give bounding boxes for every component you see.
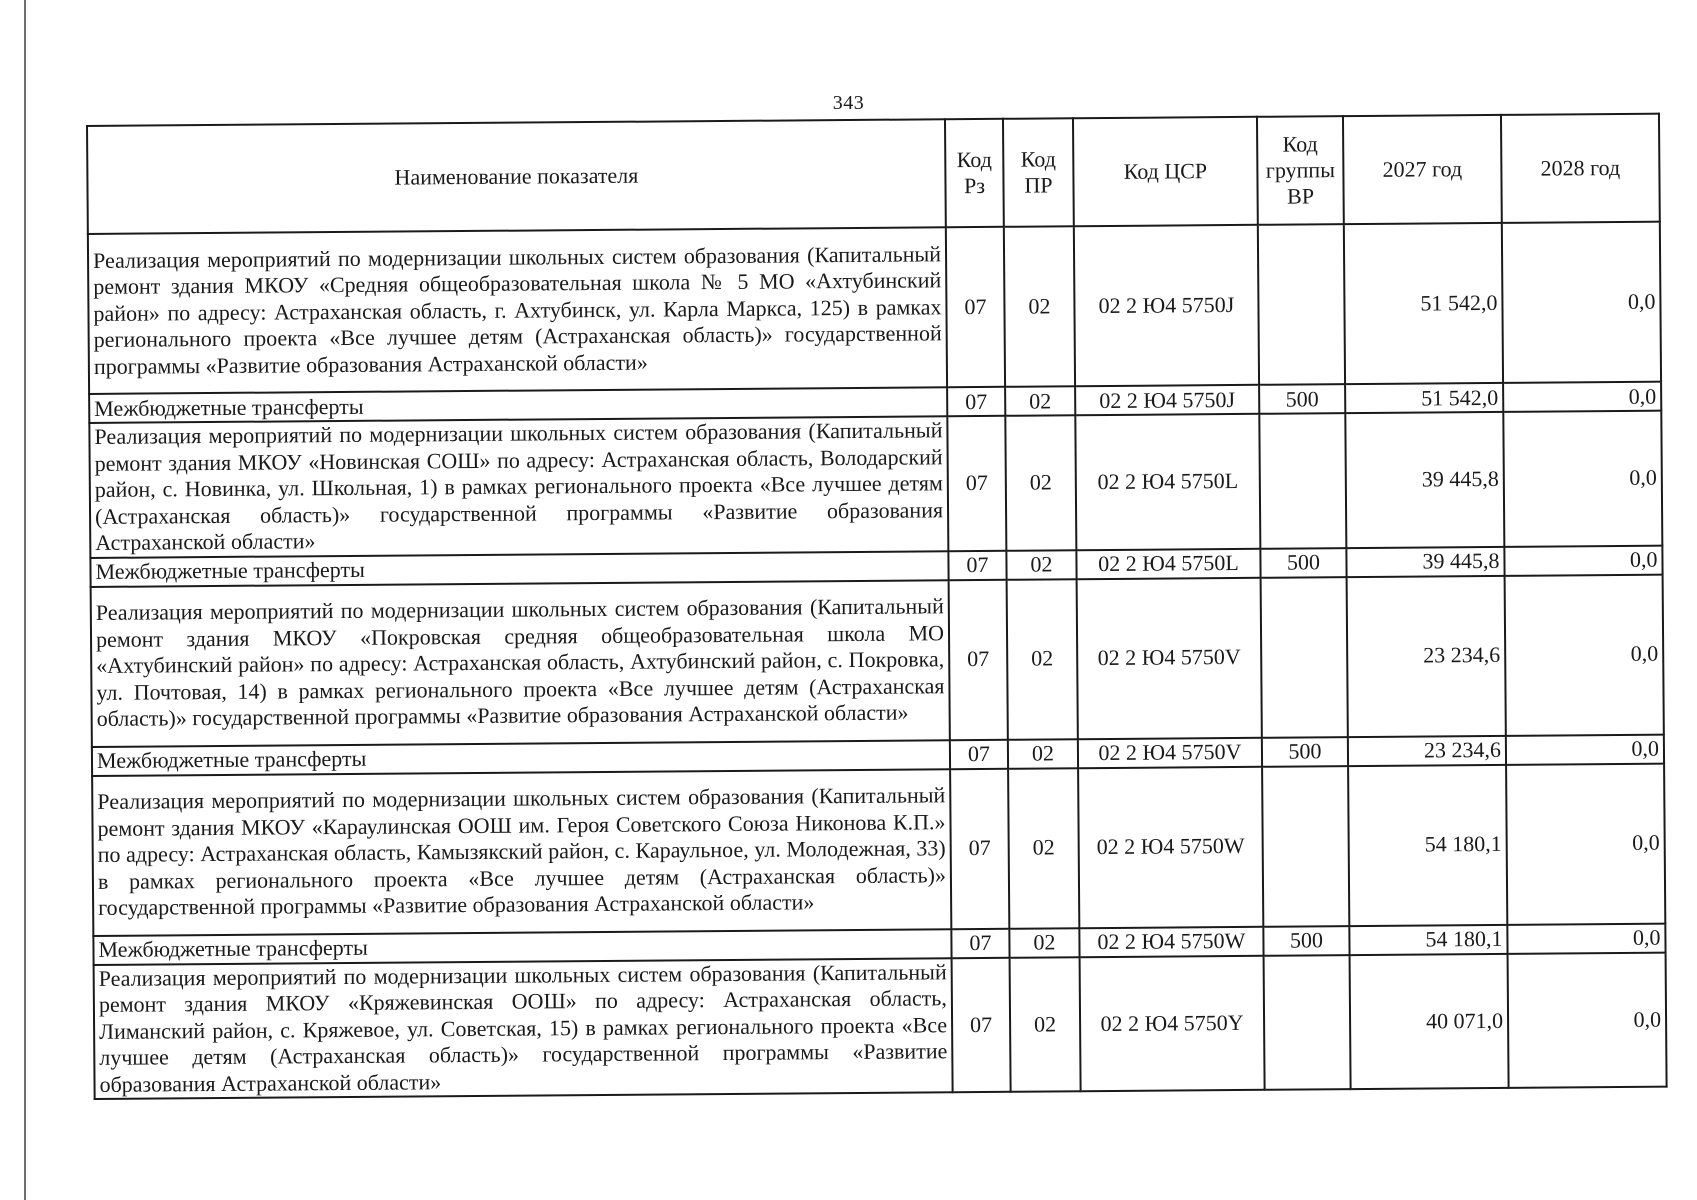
table-header [87, 114, 1660, 234]
row-csr: 02 2 Ю4 5750J [1075, 385, 1259, 415]
row-csr: 02 2 Ю4 5750W [1079, 926, 1263, 956]
row-2028: 0,0 [1506, 763, 1665, 924]
row-2028: 0,0 [1507, 923, 1665, 953]
row-2027: 54 180,1 [1348, 764, 1507, 925]
row-csr: 02 2 Ю4 5750Y [1080, 955, 1265, 1091]
row-vr [1262, 766, 1349, 927]
table-row [88, 222, 1661, 394]
row-2028: 0,0 [1502, 222, 1661, 383]
row-name: Межбюджетные трансферты [93, 929, 951, 965]
row-2027: 39 445,8 [1345, 412, 1504, 548]
row-rz: 07 [947, 416, 1006, 551]
table-body [88, 222, 1667, 1099]
row-2028: 0,0 [1508, 952, 1667, 1088]
row-name: Реализация мероприятий по модернизации школьных систем образования (Капитальный ремонт здания МКОУ «Средняя общеобразовательная школа № 5 МО «Ахтубинский район» по адресу: Астраханская область, г. Ахтубинск, ул. Карла Маркса, 125) в рамках регионального проекта «Все лучшее детям (Астраханская область)» государственной программы «Развитие образования Астраханской области» [88, 227, 947, 394]
page-number: 343 [832, 92, 865, 114]
row-2028: 0,0 [1503, 411, 1662, 547]
row-rz: 07 [946, 227, 1005, 387]
row-2027: 54 180,1 [1349, 924, 1507, 954]
row-2028: 0,0 [1504, 545, 1662, 575]
row-vr: 500 [1263, 926, 1349, 956]
row-pr: 02 [1009, 928, 1079, 958]
row-vr [1258, 224, 1345, 385]
binding-line [24, 0, 26, 1200]
row-2028: 0,0 [1505, 574, 1664, 735]
row-vr [1259, 413, 1346, 548]
header-2028: 2028 год [1501, 114, 1660, 223]
header-rz: Код Рз [945, 119, 1004, 227]
row-pr: 02 [1008, 768, 1079, 929]
row-pr: 02 [1008, 739, 1078, 769]
table-row [92, 763, 1665, 935]
row-2027: 51 542,0 [1345, 383, 1503, 413]
row-csr: 02 2 Ю4 5750V [1078, 737, 1262, 767]
row-2027: 23 234,6 [1348, 735, 1506, 765]
header-vr: Код группы ВР [1257, 116, 1344, 225]
row-name: Межбюджетные трансферты [90, 551, 948, 587]
header-name: Наименование показателя [87, 119, 946, 234]
table-row [94, 952, 1667, 1099]
row-2027: 23 234,6 [1347, 575, 1506, 736]
row-rz: 07 [950, 768, 1009, 928]
row-rz: 07 [952, 957, 1011, 1092]
header-2027: 2027 год [1343, 115, 1502, 224]
header-pr: Код ПР [1003, 118, 1074, 227]
row-name: Реализация мероприятий по модернизации школьных систем образования (Капитальный ремонт здания МКОУ «Покровская средняя общеобразовательная школа МО «Ахтубинский район» по адресу: Астраханская область, Ахтубинский район, с. Покровка, ул. Почтовая, 14) в рамках регионального проекта «Все лучшее детям (Астраханская область)» государственной программы «Развитие образования Астраханской области» [91, 580, 950, 747]
row-name: Реализация мероприятий по модернизации школьных систем образования (Капитальный ремонт здания МКОУ «Новинская СОШ» по адресу: Астраханская область, Володарский район, с. Новинка, ул. Школьная, 1) в рамках регионального проекта «Все лучшее детям (Астраханская область)» государственной программы «Развитие образования Астраханской области» [89, 416, 948, 557]
row-2028: 0,0 [1506, 734, 1664, 764]
row-pr: 02 [1004, 226, 1075, 387]
budget-table-wrapper [86, 113, 1666, 1100]
row-csr: 02 2 Ю4 5750L [1076, 548, 1260, 578]
row-pr: 02 [1005, 386, 1075, 416]
row-vr: 500 [1260, 548, 1346, 578]
row-name: Реализация мероприятий по модернизации школьных систем образования (Капитальный ремонт здания МКОУ «Караулинская ООШ им. Героя Советского Союза Никонова К.П.» по адресу: Астраханская область, Камызякский район, с. Караульное, ул. Молодежная, 33) в рамках регионального проекта «Все лучшее детям (Астраханская область)» государственной программы «Развитие образования Астраханской области» [92, 769, 951, 936]
row-vr: 500 [1259, 384, 1345, 414]
row-pr: 02 [1007, 579, 1078, 740]
row-rz: 07 [951, 928, 1009, 957]
row-csr: 02 2 Ю4 5750V [1077, 577, 1262, 738]
budget-table [86, 113, 1668, 1100]
row-pr: 02 [1006, 550, 1076, 580]
row-pr: 02 [1010, 957, 1081, 1092]
row-vr [1264, 955, 1351, 1090]
row-csr: 02 2 Ю4 5750W [1078, 766, 1263, 927]
row-pr: 02 [1005, 415, 1076, 550]
row-name: Межбюджетные трансферты [92, 740, 950, 776]
row-csr: 02 2 Ю4 5750L [1075, 414, 1260, 550]
row-2027: 51 542,0 [1344, 223, 1503, 384]
row-rz: 07 [947, 387, 1005, 416]
table-row [91, 574, 1664, 746]
row-2027: 39 445,8 [1346, 546, 1504, 576]
row-csr: 02 2 Ю4 5750J [1074, 225, 1259, 386]
row-2027: 40 071,0 [1350, 953, 1509, 1089]
header-csr: Код ЦСР [1073, 117, 1258, 226]
row-name: Межбюджетные трансферты [89, 387, 947, 423]
header-row [87, 114, 1660, 234]
row-vr [1261, 577, 1348, 738]
row-name: Реализация мероприятий по модернизации школьных систем образования (Капитальный ремонт здания МКОУ «Кряжевинская ООШ» по адресу: Астраханская область, Лиманский район, с. Кряжевое, ул. Советская, 15) в рамках регионального проекта «Все лучшее детям (Астраханская область)» государственной программы «Развитие образования Астраханской области» [94, 958, 953, 1099]
table-row [89, 411, 1662, 558]
row-2028: 0,0 [1503, 382, 1661, 412]
row-rz: 07 [950, 739, 1008, 768]
row-vr: 500 [1262, 737, 1348, 767]
row-rz: 07 [949, 579, 1008, 739]
row-rz: 07 [948, 550, 1006, 579]
